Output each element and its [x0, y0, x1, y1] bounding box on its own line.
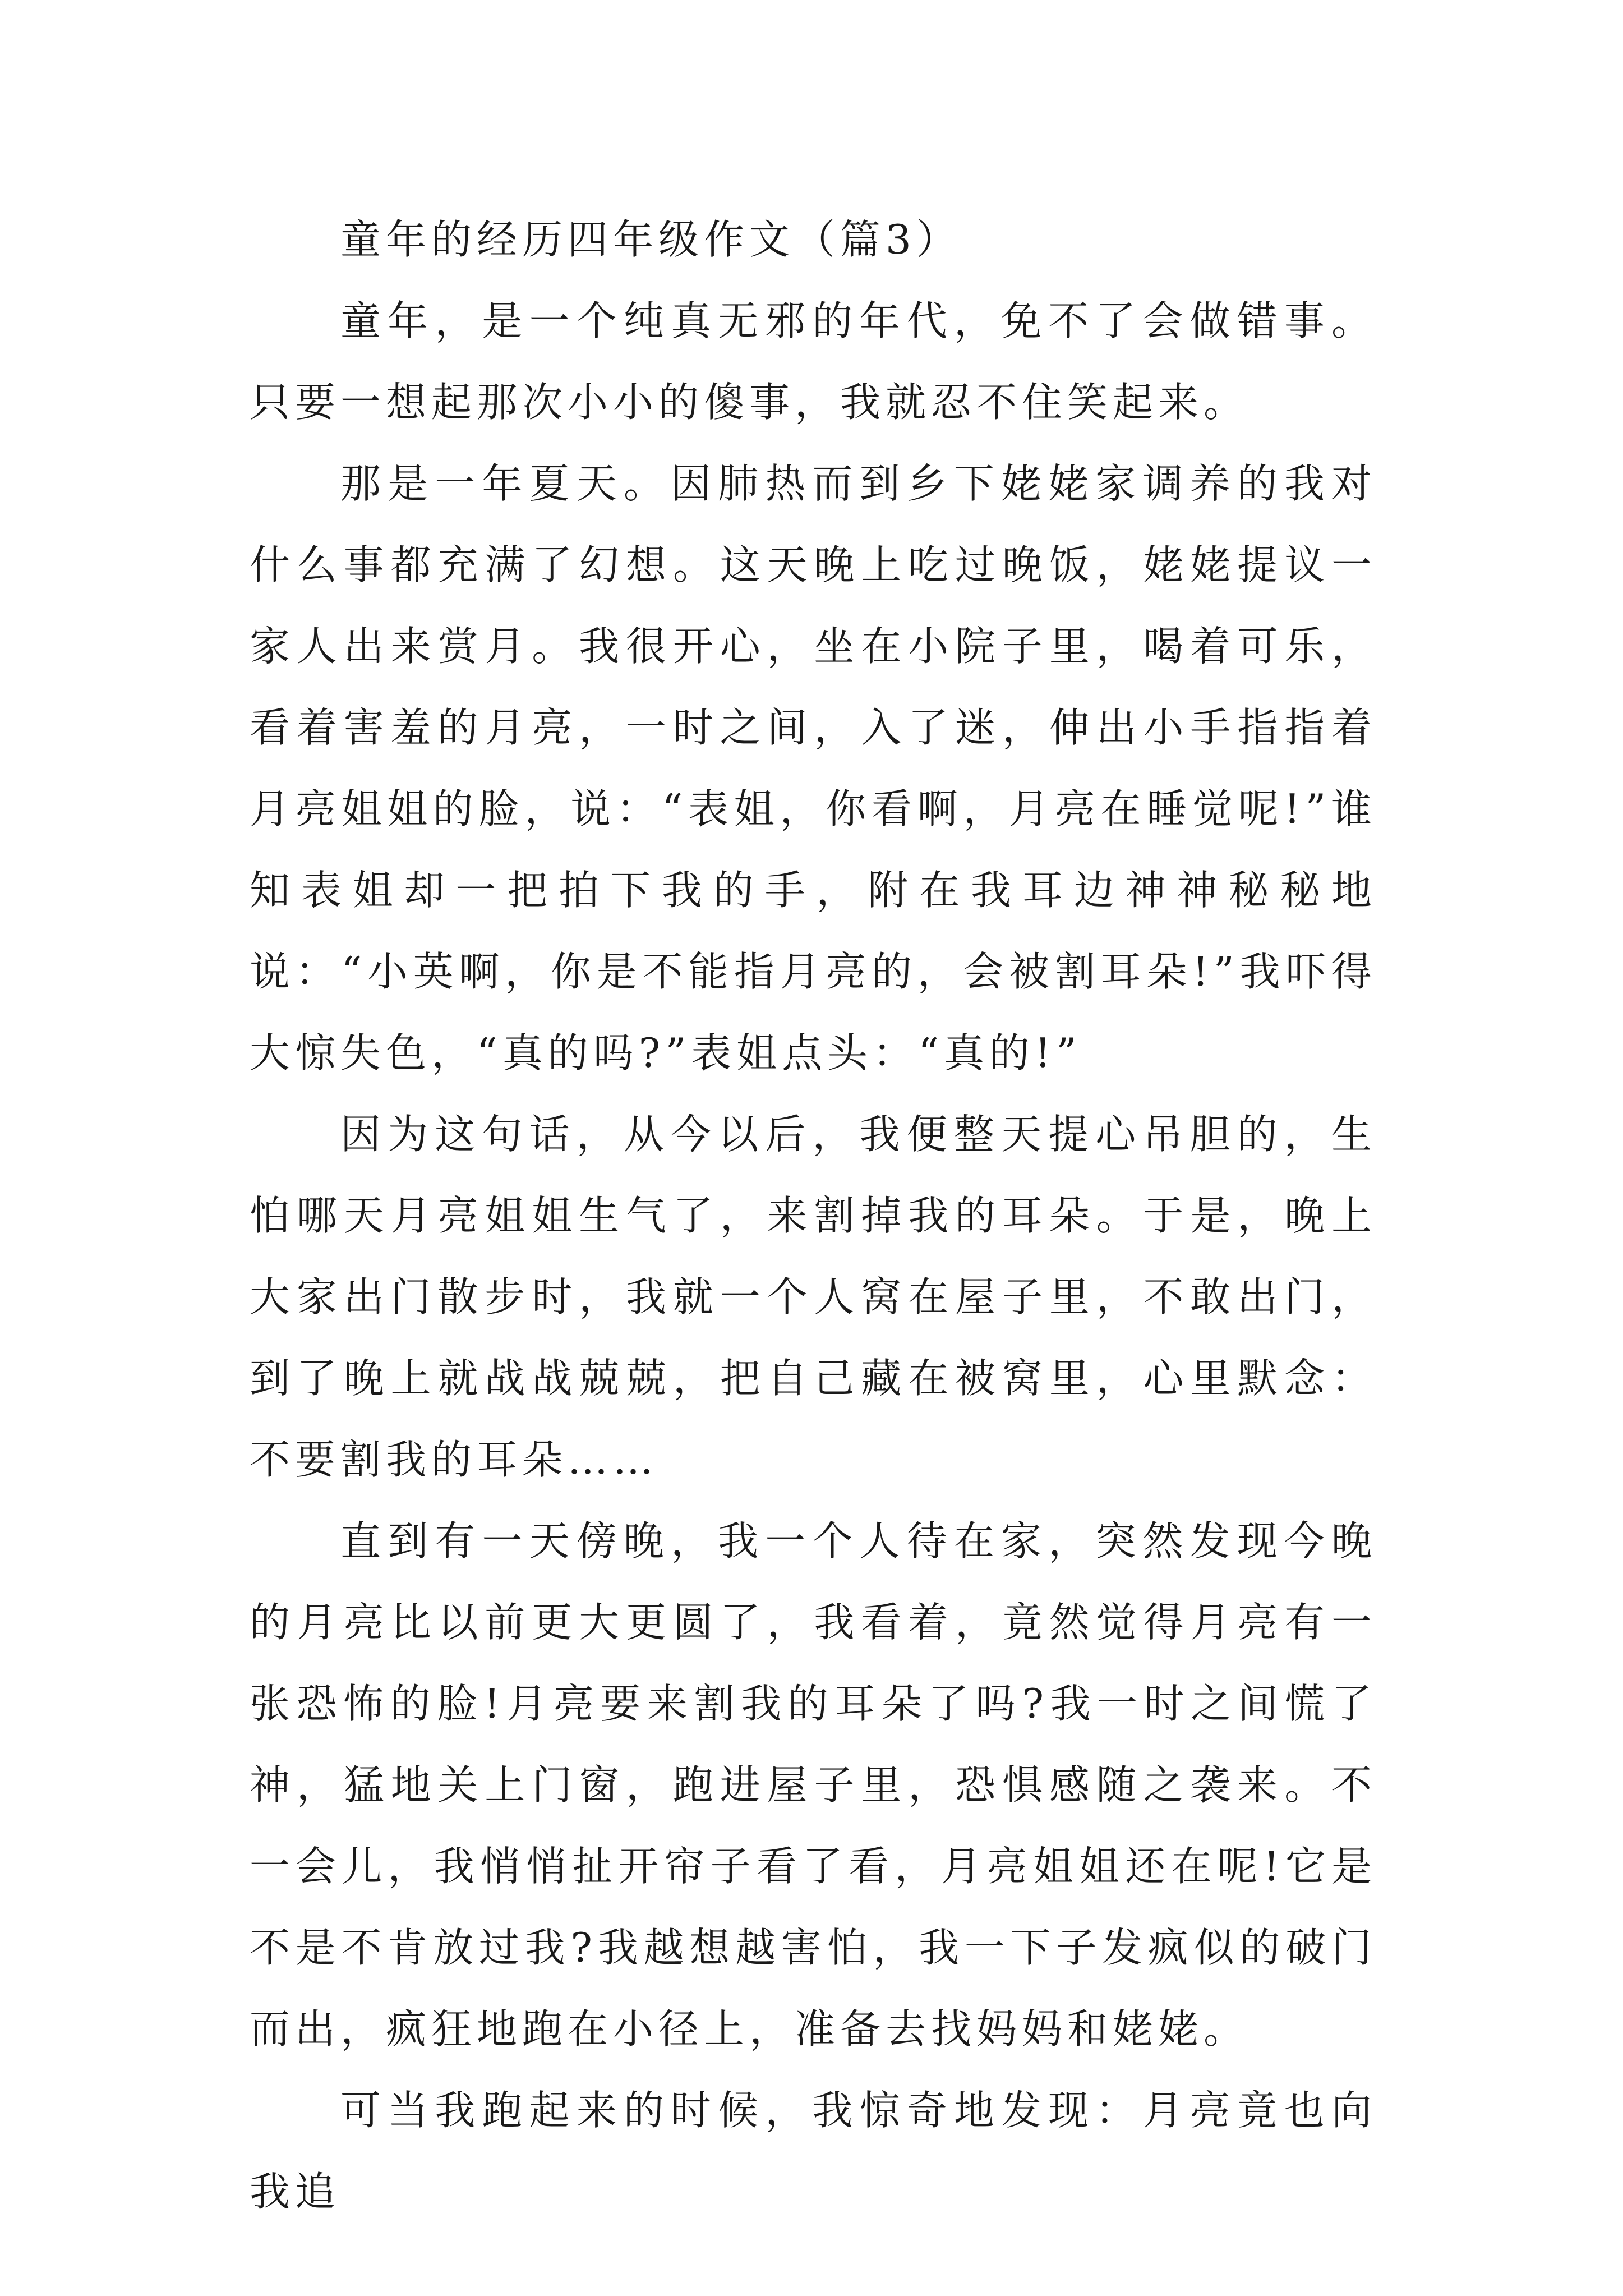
paragraph-1: 童年，是一个纯真无邪的年代，免不了会做错事。只要一想起那次小小的傻事，我就忍不住笑起来。: [250, 297, 1377, 426]
essay-body: [250, 199, 1377, 2233]
paragraph-3: 因为这句话，从今以后，我便整天提心吊胆的，生怕哪天月亮姐姐生气了，来割掉我的耳朵。于是，晚上大家出门散步时，我就一个人窝在屋子里，不敢出门，到了晚上就战战兢兢，把自己藏在被窝里，心里默念：不要割我的耳朵……: [250, 1111, 1377, 1483]
paragraph-2: 那是一年夏天。因肺热而到乡下姥姥家调养的我对什么事都充满了幻想。这天晚上吃过晚饭，姥姥提议一家人出来赏月。我很开心，坐在小院子里，喝着可乐，看着害羞的月亮，一时之间，入了迷，伸出小手指指着月亮姐姐的脸，说：“表姐，你看啊，月亮在睡觉呢!”谁知表姐却一把拍下我的手，附在我耳边神神秘秘地说：“小英啊，你是不能指月亮的，会被割耳朵!”我吓得大惊失色，“真的吗?”表姐点头：“真的!”: [250, 460, 1377, 1076]
paragraph-5: 可当我跑起来的时候，我惊奇地发现：月亮竟也向我追: [250, 2087, 1377, 2215]
essay-title: 童年的经历四年级作文（篇3）: [340, 216, 962, 263]
paragraph-4: 直到有一天傍晚，我一个人待在家，突然发现今晚的月亮比以前更大更圆了，我看着，竟然觉得月亮有一张恐怖的脸!月亮要来割我的耳朵了吗?我一时之间慌了神，猛地关上门窗，跑进屋子里，恐惧感随之袭来。不一会儿，我悄悄扯开帘子看了看，月亮姐姐还在呢!它是不是不肯放过我?我越想越害怕，我一下子发疯似的破门而出，疯狂地跑在小径上，准备去找妈妈和姥姥。: [250, 1517, 1377, 2053]
